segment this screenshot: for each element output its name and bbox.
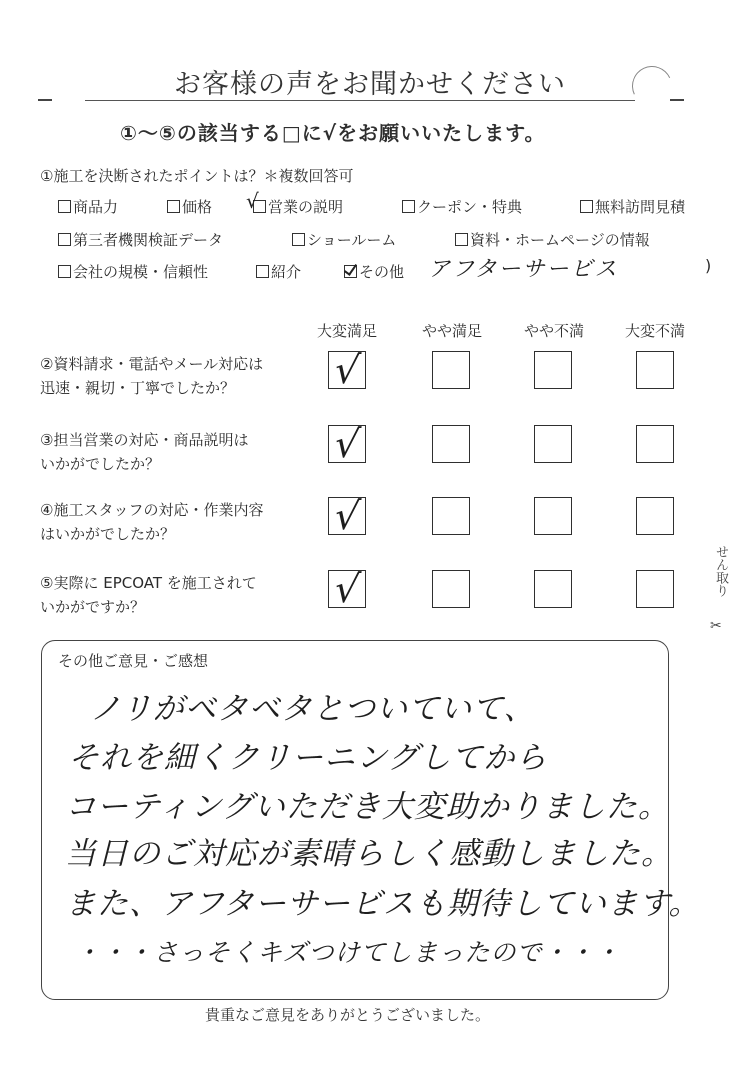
comment-line-3: コーティングいただき大変助かりました。 (65, 789, 670, 825)
comment-line-6: ・・・さっそくキズつけてしまったので・・・ (75, 938, 621, 967)
option-company-trust[interactable]: 会社の規模・信頼性 (58, 261, 208, 282)
cut-line-note: せん取り (713, 545, 728, 597)
checkbox[interactable] (58, 200, 71, 213)
checkbox[interactable] (292, 233, 305, 246)
option-price[interactable]: 価格 (167, 196, 212, 217)
other-handwritten-answer: アフターサービス (428, 257, 619, 282)
q3-somewhat-dissatisfied-box[interactable] (534, 425, 572, 463)
q4-very-dissatisfied-box[interactable] (636, 497, 674, 535)
option-referral[interactable]: 紹介 (256, 261, 301, 282)
option-other[interactable]: その他 (344, 261, 404, 282)
header-somewhat-dissatisfied: やや不満 (523, 322, 584, 340)
comments-label: その他ご意見・ご感想 (58, 652, 209, 670)
checkbox[interactable] (167, 200, 180, 213)
q2-very-satisfied-box[interactable] (328, 348, 366, 392)
checkbox-checked[interactable] (344, 265, 357, 278)
q4-somewhat-satisfied-box[interactable] (432, 497, 470, 535)
left-margin-dash (38, 99, 52, 101)
check-mark-icon: √ (331, 422, 363, 466)
option-free-estimate[interactable]: 無料訪問見積 (580, 196, 685, 217)
header-very-satisfied: 大変満足 (316, 322, 377, 340)
q1-question: ①施工を決断されたポイントは？＊複数回答可 (40, 167, 354, 185)
checkbox[interactable] (455, 233, 468, 246)
comment-line-2: それを細くクリーニングしてから (68, 740, 548, 776)
q3-question: ③担当営業の対応・商品説明は いかがでしたか？ (40, 431, 249, 473)
checkbox-checked[interactable] (246, 189, 266, 213)
comment-line-5: また、アフターサービスも期待しています。 (65, 886, 701, 922)
q3-very-dissatisfied-box[interactable] (636, 425, 674, 463)
q5-somewhat-dissatisfied-box[interactable] (534, 570, 572, 608)
checkbox[interactable] (402, 200, 415, 213)
option-sales-explanation[interactable]: √ 営業の説明 (246, 189, 344, 216)
scissors-icon: ✂ (710, 618, 722, 634)
q4-very-satisfied-box[interactable] (328, 494, 366, 538)
title-underline (85, 100, 635, 101)
comment-line-4: 当日のご対応が素晴らしく感動しました。 (65, 836, 673, 872)
thank-you-footer: 貴重なご意見をありがとうございました。 (205, 1006, 491, 1024)
option-product-power[interactable]: 商品力 (58, 196, 118, 217)
q2-question: ②資料請求・電話やメール対応は 迅速・親切・丁寧でしたか？ (40, 355, 264, 397)
checkbox[interactable] (256, 265, 269, 278)
q3-very-satisfied-box[interactable] (328, 422, 366, 466)
check-mark-icon: √ (246, 189, 259, 213)
q4-somewhat-dissatisfied-box[interactable] (534, 497, 572, 535)
q2-somewhat-satisfied-box[interactable] (432, 351, 470, 389)
checkbox[interactable] (58, 265, 71, 278)
form-title: お客様の声をお聞かせください (174, 69, 566, 100)
q2-somewhat-dissatisfied-box[interactable] (534, 351, 572, 389)
checkbox[interactable] (580, 200, 593, 213)
check-mark-icon: √ (331, 348, 363, 392)
comment-line-1: ノリがベタベタとついていて、 (90, 691, 536, 727)
q2-very-dissatisfied-box[interactable] (636, 351, 674, 389)
option-coupon[interactable]: クーポン・特典 (402, 196, 522, 217)
option-showroom[interactable]: ショールーム (292, 229, 396, 250)
option-third-party-data[interactable]: 第三者機関検証データ (58, 229, 223, 250)
header-somewhat-satisfied: やや満足 (421, 322, 482, 340)
instruction-text: ①〜⑤の該当する□に√をお願いいたします。 (120, 121, 546, 145)
q5-very-dissatisfied-box[interactable] (636, 570, 674, 608)
q5-very-satisfied-box[interactable] (328, 567, 366, 611)
right-margin-dash (670, 99, 684, 101)
header-very-dissatisfied: 大変不満 (624, 322, 685, 340)
q5-question: ⑤実際に EPCOAT を施工されて いかがですか？ (40, 574, 257, 616)
other-closing-paren: ) (705, 256, 712, 275)
check-mark-icon: √ (331, 494, 363, 538)
option-homepage-info[interactable]: 資料・ホームページの情報 (455, 229, 650, 250)
q4-question: ④施工スタッフの対応・作業内容 はいかがでしたか？ (40, 501, 264, 543)
check-mark-icon: √ (331, 567, 363, 611)
q3-somewhat-satisfied-box[interactable] (432, 425, 470, 463)
checkbox[interactable] (58, 233, 71, 246)
q5-somewhat-satisfied-box[interactable] (432, 570, 470, 608)
